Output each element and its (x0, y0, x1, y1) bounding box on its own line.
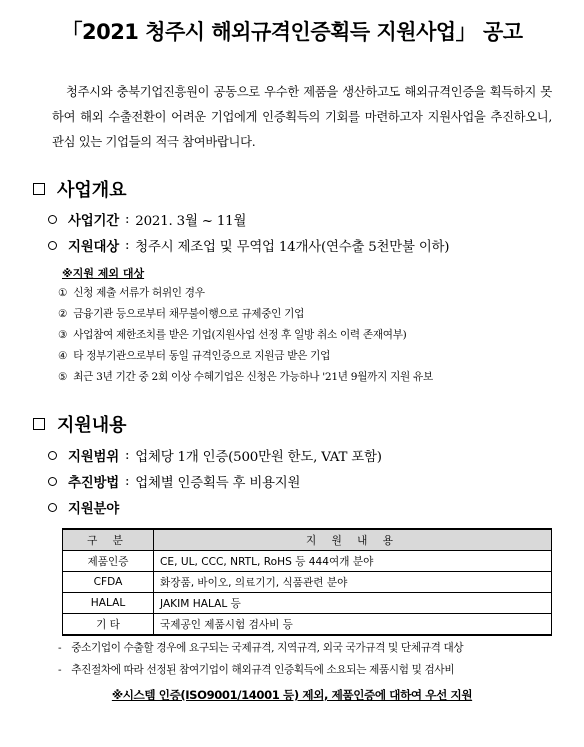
table-cell-category: HALAL (63, 593, 154, 614)
table-header-row (63, 529, 552, 551)
exclusion-number: ① (58, 287, 68, 299)
support-method (48, 472, 300, 491)
support-fields-table (62, 528, 552, 636)
target-label: 지원대상 (68, 240, 119, 255)
table-cell-category: 제품인증 (63, 551, 154, 572)
method-value: 업체별 인증획득 후 비용지원 (135, 476, 301, 491)
exclusion-item (58, 348, 330, 363)
support-fields (48, 498, 119, 517)
overview-target (48, 236, 449, 255)
table-cell-category: CFDA (63, 572, 154, 593)
intro-paragraph: 청주시와 충북기업진흥원이 공동으로 우수한 제품을 생산하고도 해외규격인증을 획득하지 못하여 해외 수출전환이 어려운 기업에게 인증획득의 기회를 마련하고자 지원사업을 추진하오니, 관심 있는 기업들의 적극 참여바랍니다. (52, 85, 552, 149)
target-value: 청주시 제조업 및 무역업 14개사(연수출 5천만불 이하) (135, 240, 450, 255)
exclusion-number: ③ (58, 329, 68, 341)
note-item (58, 640, 463, 655)
table-cell-content: 화장품, 바이오, 의료기기, 식품관련 분야 (154, 572, 552, 593)
colon: : (124, 474, 130, 489)
section-heading-support (33, 411, 127, 437)
exclusion-number: ⑤ (58, 371, 68, 383)
circle-bullet-icon (48, 451, 57, 460)
support-scope (48, 446, 382, 465)
fields-label: 지원분야 (68, 502, 119, 517)
note-item (58, 662, 454, 677)
scope-value: 업체당 1개 인증(500만원 한도, VAT 포함) (135, 450, 382, 465)
table-cell-content: CE, UL, CCC, NRTL, RoHS 등 444여개 분야 (154, 551, 552, 572)
exclusion-item (58, 306, 304, 321)
table-cell-content: JAKIM HALAL 등 (154, 593, 552, 614)
note-text: 추진절차에 따라 선정된 참여기업이 해외규격 인증획득에 소요되는 제품시험 및 검사비 (71, 664, 455, 676)
section-heading-overview (33, 176, 127, 202)
square-bullet-icon (33, 183, 45, 195)
page-title: 「2021 청주시 해외규격인증획득 지원사업」 공고 (61, 20, 523, 44)
table-cell-content: 국제공인 제품시험 검사비 등 (154, 614, 552, 636)
colon: : (124, 212, 130, 227)
table-row (63, 551, 552, 572)
circle-bullet-icon (48, 215, 57, 224)
table-row (63, 614, 552, 636)
table-header-category: 구 분 (63, 529, 154, 551)
period-value: 2021. 3월 ~ 11월 (135, 214, 247, 229)
circle-bullet-icon (48, 241, 57, 250)
exclusion-item (58, 327, 406, 342)
colon: : (124, 238, 130, 253)
table-header-content: 지 원 내 용 (154, 529, 552, 551)
exclusion-item (58, 285, 205, 300)
square-bullet-icon (33, 418, 45, 430)
final-note: ※시스템 인증(ISO9001/14001 등) 제외, 제품인증에 대하여 우선 지원 (111, 688, 473, 702)
dash-bullet: - (58, 642, 62, 654)
note-text: 중소기업이 수출할 경우에 요구되는 국제규격, 지역규격, 외국 국가규격 및 단체규격 대상 (71, 642, 464, 654)
exclusion-text: 신청 제출 서류가 허위인 경우 (73, 287, 205, 299)
exclusion-number: ② (58, 308, 68, 320)
exclusion-title: ※지원 제외 대상 (62, 267, 145, 280)
table-row (63, 572, 552, 593)
circle-bullet-icon (48, 503, 57, 512)
method-label: 추진방법 (68, 476, 119, 491)
table-cell-category: 기 타 (63, 614, 154, 636)
colon: : (124, 448, 130, 463)
dash-bullet: - (58, 664, 62, 676)
period-label: 사업기간 (68, 214, 119, 229)
scope-label: 지원범위 (68, 450, 119, 465)
exclusion-item (58, 369, 433, 384)
overview-period (48, 210, 246, 229)
circle-bullet-icon (48, 477, 57, 486)
exclusion-text: 타 정부기관으로부터 동일 규격인증으로 지원금 받은 기업 (73, 350, 331, 362)
exclusion-number: ④ (58, 350, 68, 362)
table-row (63, 593, 552, 614)
section-title: 사업개요 (57, 180, 127, 201)
exclusion-text: 최근 3년 기간 중 2회 이상 수혜기업은 신청은 가능하나 '21년 9월까지 지원 유보 (73, 371, 433, 383)
exclusion-text: 금융기관 등으로부터 채무불이행으로 규제중인 기업 (73, 308, 305, 320)
exclusion-text: 사업참여 제한조치를 받은 기업(지원사업 선정 후 일방 취소 이력 존재여부) (73, 329, 407, 341)
section-title: 지원내용 (57, 415, 127, 436)
